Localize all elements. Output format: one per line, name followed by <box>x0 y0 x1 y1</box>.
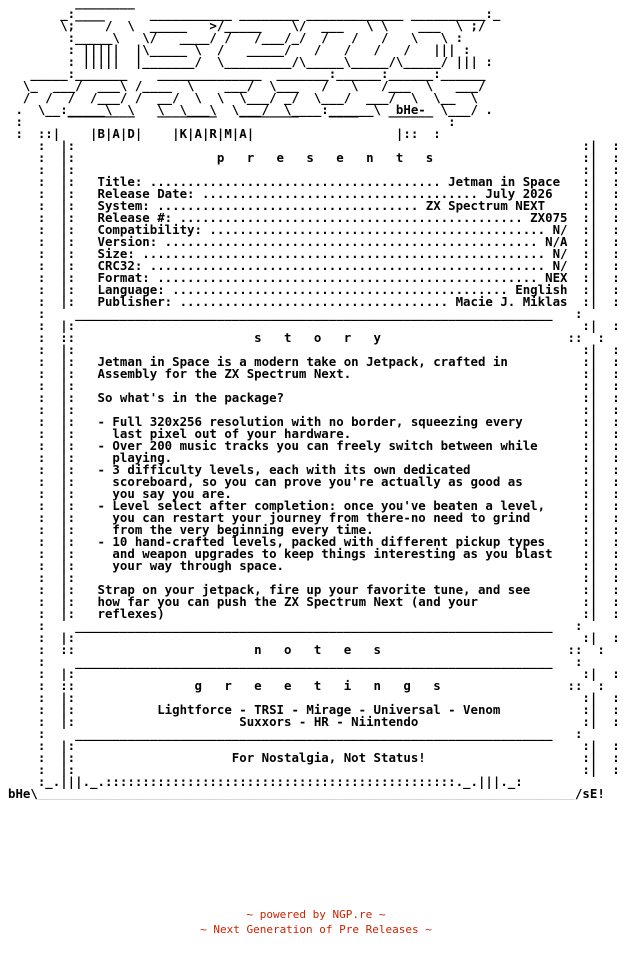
story-line: : |: :| : <box>8 402 620 417</box>
signature-row: bHe\________________________________________________________________________/sE! <box>8 786 605 800</box>
info-row: : |: System: ................................... ZX Spectrum NEXT :| : <box>8 198 620 213</box>
logo-line: . \__:_____\ \ \ \___\ \___/ \____:______\ bHe- \___/ . <box>8 102 493 117</box>
story-line: : |: you say you are. :| : <box>8 486 620 501</box>
frame-line: :_.|||._.:::::::::::::::::::::::::::::::::::::::::::::::._.|||._: <box>8 774 523 789</box>
presents-heading: : |: p r e s e n t s :| : <box>8 150 620 165</box>
nfo-text <box>8 8 628 800</box>
logo-line: : ||||| |_______/ \_________/\_____\_____/\_____/ ||| : <box>8 54 493 69</box>
info-row: : |: Release #: .............................................. ZX075 :| : <box>8 210 620 225</box>
frame-line: : |: :| : <box>8 318 620 333</box>
story-line: : |: So what's in the package? :| : <box>8 390 620 405</box>
story-line: : |: and weapon upgrades to keep things interesting as you blast :| : <box>8 546 620 561</box>
story-line: : |: :| : <box>8 570 620 585</box>
info-row: : |: Version: .................................................. N/A :| : <box>8 234 620 249</box>
logo-line: : ‾‾‾‾‾‾‾‾‾ ‾‾‾‾‾‾‾‾ ‾‾‾‾‾‾‾‾ ‾‾‾‾ ‾‾‾‾‾‾ : <box>8 114 456 129</box>
info-row: : |: Language: ............................................. English :| : <box>8 282 620 297</box>
signature-right: sE! <box>582 786 605 800</box>
story-line: : |: from the very beginning every time. :| : <box>8 522 620 537</box>
story-line: : |: - Full 320x256 resolution with no border, squeezing every :| : <box>8 414 620 429</box>
story-line: : |: your way through space. :| : <box>8 558 620 573</box>
signature-left: bHe <box>8 786 31 800</box>
story-line: : |: you can restart your journey from there-no need to grind :| : <box>8 510 620 525</box>
frame-line: : |: :| : <box>8 138 620 153</box>
info-row: : |: Title: ....................................... Jetman in Space :| : <box>8 174 620 189</box>
footer-tagline: ~ Next Generation of Pre Releases ~ <box>200 923 432 936</box>
frame-line: : |: :| : <box>8 342 620 357</box>
frame-line: : |: :| : <box>8 738 620 753</box>
story-line: : |: how far you can push the ZX Spectrum Next (and your :| : <box>8 594 620 609</box>
logo-line: _:‾‾‾‾‾‾‾‾ ___________ ________ _____________ __________:_ <box>8 8 501 21</box>
logo-line: :_____\ \/ ____/ / /___/_/ / / / \ \ : <box>8 30 464 45</box>
story-line: : |: - Level select after completion: once you've beaten a level, :| : <box>8 498 620 513</box>
greetings-line: : |: Suxxors - HR - Niintendo :| : <box>8 714 620 729</box>
logo-line: \;‾‾‾‾/ \ _____ >/_____ \/ ___ \ \ ___ \ ;/ <box>8 18 486 33</box>
story-heading: : :: s t o r y :: : <box>8 330 605 345</box>
logo-line: _____:_______ ______________ _______:______:______:______ <box>8 66 486 81</box>
info-row: : |: Format: ................................................... NEX :| : <box>8 270 620 285</box>
frame-line: : |: :| : <box>8 666 620 681</box>
story-line: : |: - 10 hand-crafted levels, packed with different pickup types :| : <box>8 534 620 549</box>
greetings-heading: : :: g r e e t i n g s :: : <box>8 678 605 693</box>
motto: : |: For Nostalgia, Not Status! :| : <box>8 750 620 765</box>
story-line: : |: scoreboard, so you can prove you're actually as good as :| : <box>8 474 620 489</box>
frame-line: : ________________________________________________________________ : <box>8 618 583 633</box>
info-row: : |: Size: ...................................................... N/ :| : <box>8 246 620 261</box>
info-row: : |: Publisher: .................................... Macie J. Miklas :| : <box>8 294 620 309</box>
info-row: : |: Compatibility: ............................................. N/ :| : <box>8 222 620 237</box>
frame-line: : |: :| : <box>8 630 620 645</box>
logo-line: / / / /___/ / __/ \ \ \___/ _/ \___/ ___/ \ \__ \ <box>8 90 478 105</box>
story-line: : |: reflexes) :| : <box>8 606 620 621</box>
footer-powered-by: ~ powered by NGP.re ~ <box>246 908 386 921</box>
story-line: : |: Strap on your jetpack, fire up your favorite tune, and see :| : <box>8 582 620 597</box>
frame-line: : |: :| : <box>8 690 620 705</box>
story-line: : |: - 3 difficulty levels, each with its own dedicated :| : <box>8 462 620 477</box>
info-row: : |: Release Date: ..................................... July 2026 :| : <box>8 186 620 201</box>
frame-line: : ________________________________________________________________ : <box>8 654 583 669</box>
logo-line: \_ ___/ ___\ /____ \ ___/ \___ / \ /___ \ ___/ <box>8 78 486 93</box>
story-line: : |: playing. :| : <box>8 450 620 465</box>
group-name: : ::| |B|A|D| |K|A|R|M|A| |:: : <box>8 126 441 141</box>
frame-line: : |: :| : <box>8 162 620 177</box>
story-line: : |: last pixel out of your hardware. :| : <box>8 426 620 441</box>
frame-line: : |: :| : <box>8 762 620 777</box>
frame-line: : ________________________________________________________________ : <box>8 726 583 741</box>
logo-line: : ||||| |\_____ \ / _____/ / / / / ||| : <box>8 42 471 57</box>
notes-heading: : :: n o t e s :: : <box>8 642 605 657</box>
story-line: : |: Assembly for the ZX Spectrum Next. :| : <box>8 366 620 381</box>
info-row: : |: CRC32: ..................................................... N/ :| : <box>8 258 620 273</box>
greetings-line: : |: Lightforce - TRSI - Mirage - Universal - Venom :| : <box>8 702 620 717</box>
story-line: : |: :| : <box>8 378 620 393</box>
story-line: : |: Jetman in Space is a modern take on Jetpack, crafted in :| : <box>8 354 620 369</box>
frame-line: : ________________________________________________________________ : <box>8 306 583 321</box>
story-line: : |: - Over 200 music tracks you can freely switch between while :| : <box>8 438 620 453</box>
